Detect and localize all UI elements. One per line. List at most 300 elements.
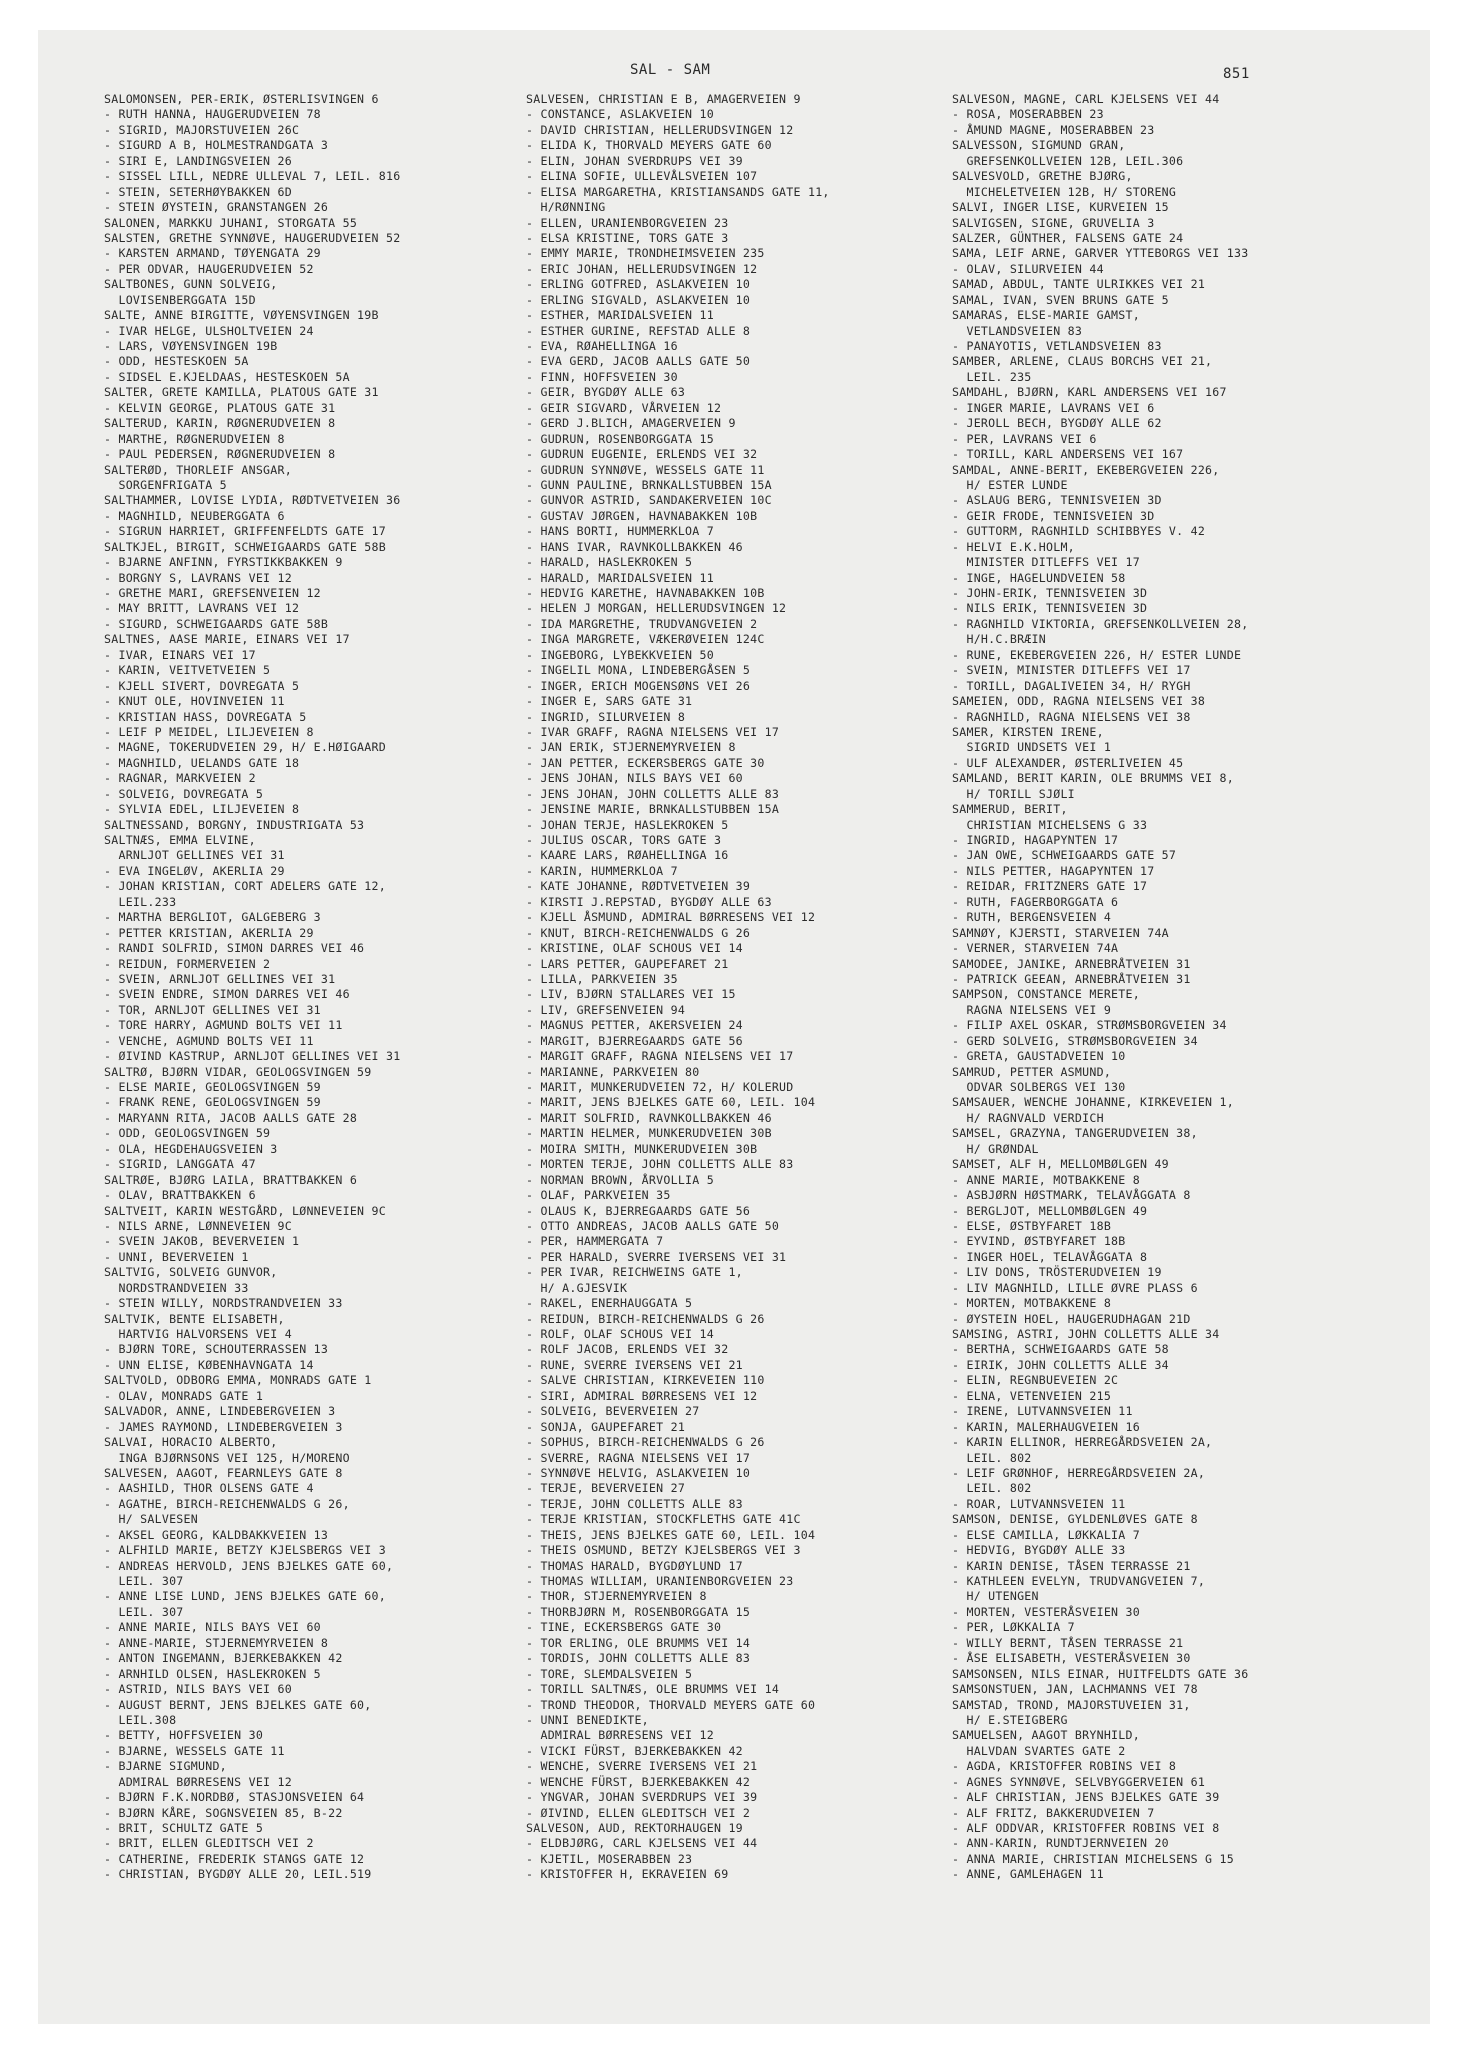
listing-entry: - GUTTORM, RAGNHILD SCHIBBYES V. 42: [952, 524, 1206, 539]
listing-entry: - INGRID, HAGAPYNTEN 17: [952, 833, 1119, 847]
listing-entry: - SVEIN JAKOB, BEVERVEIEN 1: [104, 1234, 300, 1249]
listing-entry: - TINE, ECKERSBERGS GATE 30: [526, 1620, 722, 1635]
page-number: 851: [1223, 66, 1250, 82]
listing-entry: - JOHAN TERJE, HASLEKROKEN 5: [526, 817, 729, 832]
listing-entry: - LIV MAGNHILD, LILLE ØVRE PLASS 6: [952, 1280, 1198, 1295]
listing-entry: SALTNES, AASE MARIE, EINARS VEI 17: [104, 632, 350, 647]
listing-entry: SAMDAL, ANNE-BERIT, EKEBERGVEIEN 226,: [952, 462, 1220, 477]
listing-entry: - MAY BRITT, LAVRANS VEI 12: [104, 601, 300, 616]
listing-entry: - RUTH HANNA, HAUGERUDVEIEN 78: [104, 107, 321, 122]
listing-entry: - IRENE, LUTVANNSVEIEN 11: [952, 1404, 1133, 1419]
listing-entry: - TERJE KRISTIAN, STOCKFLETHS GATE 41C: [526, 1512, 801, 1527]
listing-entry: - ERLING GOTFRED, ASLAKVEIEN 10: [526, 277, 751, 292]
listing-entry: - RAGNHILD, RAGNA NIELSENS VEI 38: [952, 709, 1191, 724]
listing-entry: - SONJA, GAUPEFARET 21: [526, 1419, 686, 1434]
listing-entry: LEIL.233: [104, 894, 177, 909]
listing-entry: - HANS IVAR, RAVNKOLLBAKKEN 46: [526, 539, 743, 554]
listing-entry: - HANS BORTI, HUMMERKLOA 7: [526, 524, 714, 539]
listing-entry: - THEIS OSMUND, BETZY KJELSBERGS VEI 3: [526, 1543, 801, 1558]
listing-entry: - MAGNHILD, UELANDS GATE 18: [104, 755, 300, 770]
listing-entry: - ANNE, GAMLEHAGEN 11: [952, 1867, 1104, 1882]
listing-entry: - GUNN PAULINE, BRNKALLSTUBBEN 15A: [526, 477, 772, 492]
listing-entry: - MARTHA BERGLIOT, GALGEBERG 3: [104, 910, 321, 925]
listing-entry: SAMAD, ABDUL, TANTE ULRIKKES VEI 21: [952, 277, 1206, 292]
listing-entry: - CATHERINE, FREDERIK STANGS GATE 12: [104, 1851, 365, 1866]
listing-entry: LEIL. 235: [952, 369, 1032, 384]
listing-entry: - UNNI, BEVERVEIEN 1: [104, 1249, 249, 1264]
listing-entry: - RUNE, SVERRE IVERSENS VEI 21: [526, 1357, 743, 1372]
listing-entry: - CHRISTIAN, BYGDØY ALLE 20, LEIL.519: [104, 1867, 372, 1882]
listing-entry: - ALF FRITZ, BAKKERUDVEIEN 7: [952, 1805, 1155, 1820]
listing-entry: SAMA, LEIF ARNE, GARVER YTTEBORGS VEI 133: [952, 246, 1249, 261]
listing-entry: SALTERØD, THORLEIF ANSGAR,: [104, 462, 292, 477]
listing-entry: SALTVOLD, ODBORG EMMA, MONRADS GATE 1: [104, 1373, 372, 1388]
listing-entry: - INGER HOEL, TELAVÅGGATA 8: [952, 1249, 1148, 1264]
listing-entry: - JENS JOHAN, NILS BAYS VEI 60: [526, 771, 743, 786]
listing-entry: - RAGNAR, MARKVEIEN 2: [104, 771, 256, 786]
listing-entry: - TERJE, BEVERVEIEN 27: [526, 1481, 686, 1496]
listing-entry: - ANN-KARIN, RUNDTJERNVEIEN 20: [952, 1836, 1169, 1851]
listing-entry: - AUGUST BERNT, JENS BJELKES GATE 60,: [104, 1697, 372, 1712]
listing-entry: SAMARAS, ELSE-MARIE GAMST,: [952, 308, 1140, 323]
listing-entry: - EVA GERD, JACOB AALLS GATE 50: [526, 354, 751, 369]
listing-entry: - SIGURD A B, HOLMESTRANDGATA 3: [104, 138, 329, 153]
listing-entry: - BRIT, ELLEN GLEDITSCH VEI 2: [104, 1836, 314, 1851]
listing-entry: - EMMY MARIE, TRONDHEIMSVEIEN 235: [526, 246, 765, 261]
listing-entry: SAMSONSEN, NILS EINAR, HUITFELDTS GATE 36: [952, 1666, 1249, 1681]
listing-entry: SALTER, GRETE KAMILLA, PLATOUS GATE 31: [104, 385, 379, 400]
listing-entry: - ERLING SIGVALD, ASLAKVEIEN 10: [526, 292, 751, 307]
listing-entry: - PER, HAMMERGATA 7: [526, 1234, 664, 1249]
listing-entry: - MAGNHILD, NEUBERGGATA 6: [104, 508, 285, 523]
listing-entry: - OLAV, SILURVEIEN 44: [952, 261, 1104, 276]
listing-entry: - KARIN ELLINOR, HERREGÅRDSVEIEN 2A,: [952, 1435, 1213, 1450]
listing-entry: ADMIRAL BØRRESENS VEI 12: [526, 1728, 714, 1743]
listing-entry: LEIL. 802: [952, 1450, 1032, 1465]
listing-entry: - SIGRUN HARRIET, GRIFFENFELDTS GATE 17: [104, 524, 386, 539]
listing-entry: - AGNES SYNNØVE, SELVBYGGERVEIEN 61: [952, 1774, 1206, 1789]
listing-entry: SALTVIG, SOLVEIG GUNVOR,: [104, 1265, 278, 1280]
listing-entry: - KAARE LARS, RØAHELLINGA 16: [526, 848, 729, 863]
listing-entry: - HARALD, MARIDALSVEIEN 11: [526, 570, 714, 585]
listing-entry: - INGER MARIE, LAVRANS VEI 6: [952, 400, 1155, 415]
listing-entry: - KNUT, BIRCH-REICHENWALDS G 26: [526, 925, 751, 940]
listing-entry: - PATRICK GEEAN, ARNEBRÅTVEIEN 31: [952, 971, 1191, 986]
listing-entry: - ALF CHRISTIAN, JENS BJELKES GATE 39: [952, 1790, 1220, 1805]
listing-entry: LEIL. 307: [104, 1604, 184, 1619]
listing-entry: - GERD J.BLICH, AMAGERVEIEN 9: [526, 416, 736, 431]
listing-entry: - KIRSTI J.REPSTAD, BYGDØY ALLE 63: [526, 894, 772, 909]
listing-entry: - SIGRID, LANGGATA 47: [104, 1157, 256, 1172]
listing-entry: - MARTHE, RØGNERUDVEIEN 8: [104, 431, 285, 446]
listing-entry: - GEIR SIGVARD, VÅRVEIEN 12: [526, 400, 722, 415]
listing-entry: - INGER, ERICH MOGENSØNS VEI 26: [526, 678, 751, 693]
listing-entry: SALTBONES, GUNN SOLVEIG,: [104, 277, 278, 292]
listing-entry: - SVERRE, RAGNA NIELSENS VEI 17: [526, 1450, 751, 1465]
listing-entry: - JOHN-ERIK, TENNISVEIEN 3D: [952, 586, 1148, 600]
listing-entry: - ÅSE ELISABETH, VESTERÅSVEIEN 30: [952, 1651, 1191, 1666]
listing-entry: - PANAYOTIS, VETLANDSVEIEN 83: [952, 339, 1162, 353]
listing-entry: - KARIN, MALERHAUGVEIEN 16: [952, 1419, 1140, 1434]
listing-entry: - LIV DONS, TRÖSTERUDVEIEN 19: [952, 1265, 1162, 1280]
listing-entry: - BRIT, SCHULTZ GATE 5: [104, 1821, 264, 1835]
listing-entry: - BJØRN KÅRE, SOGNSVEIEN 85, B-22: [104, 1805, 343, 1820]
listing-entry: - BJØRN TORE, SCHOUTERRASSEN 13: [104, 1342, 329, 1357]
listing-entry: - ELLEN, URANIENBORGVEIEN 23: [526, 215, 729, 230]
listing-entry: SAMNØY, KJERSTI, STARVEIEN 74A: [952, 925, 1169, 940]
listing-entry: - VICKI FÜRST, BJERKEBAKKEN 42: [526, 1743, 743, 1758]
listing-entry: SALZER, GÜNTHER, FALSENS GATE 24: [952, 230, 1184, 245]
listing-entry: - SYNNØVE HELVIG, ASLAKVEIEN 10: [526, 1465, 751, 1480]
listing-entry: - ELISA MARGARETHA, KRISTIANSANDS GATE 11,: [526, 184, 830, 199]
listing-entry: - TORE, SLEMDALSVEIEN 5: [526, 1666, 693, 1681]
listing-entry: INGA BJØRNSONS VEI 125, H/MORENO: [104, 1450, 350, 1465]
listing-entry: - INGRID, SILURVEIEN 8: [526, 709, 686, 724]
listing-entry: SAMLAND, BERIT KARIN, OLE BRUMMS VEI 8,: [952, 771, 1234, 786]
listing-entry: - HELEN J MORGAN, HELLERUDSVINGEN 12: [526, 601, 787, 616]
listing-entry: - ELINA SOFIE, ULLEVÅLSVEIEN 107: [526, 169, 758, 184]
listing-entry: - ANNA MARIE, CHRISTIAN MICHELSENS G 15: [952, 1851, 1234, 1866]
listing-entry: - IVAR GRAFF, RAGNA NIELSENS VEI 17: [526, 724, 780, 739]
listing-entry: - LARS PETTER, GAUPEFARET 21: [526, 956, 729, 971]
listing-entry: - MARGIT GRAFF, RAGNA NIELSENS VEI 17: [526, 1049, 794, 1064]
listing-entry: - ROSA, MOSERABBEN 23: [952, 107, 1104, 122]
listing-entry: LEIL. 802: [952, 1481, 1032, 1496]
listing-entry: - FINN, HOFFSVEIEN 30: [526, 369, 678, 384]
listing-entry: - ELNA, VETENVEIEN 215: [952, 1388, 1112, 1403]
listing-entry: H/H.C.BRÆIN: [952, 632, 1046, 647]
listing-entry: - SIGRID, MAJORSTUVEIEN 26C: [104, 122, 300, 137]
listing-entry: - ANNE MARIE, NILS BAYS VEI 60: [104, 1620, 321, 1635]
listing-entry: H/ UTENGEN: [952, 1589, 1039, 1604]
listing-entry: - INGELIL MONA, LINDEBERGÅSEN 5: [526, 663, 751, 678]
listing-entry: SAMSEL, GRAZYNA, TANGERUDVEIEN 38,: [952, 1126, 1198, 1141]
listing-entry: SALVESEN, CHRISTIAN E B, AMAGERVEIEN 9: [526, 92, 801, 106]
listing-entry: - ANNE MARIE, MOTBAKKENE 8: [952, 1172, 1140, 1187]
listing-entry: - AASHILD, THOR OLSENS GATE 4: [104, 1481, 314, 1496]
listing-entry: - THORBJØRN M, ROSENBORGGATA 15: [526, 1604, 751, 1619]
listing-entry: - ELDBJØRG, CARL KJELSENS VEI 44: [526, 1836, 758, 1851]
listing-entry: - TORILL, KARL ANDERSENS VEI 167: [952, 447, 1184, 462]
listing-entry: LOVISENBERGGATA 15D: [104, 292, 256, 307]
listing-entry: CHRISTIAN MICHELSENS G 33: [952, 817, 1148, 832]
listing-entry: - PETTER KRISTIAN, AKERLIA 29: [104, 925, 314, 940]
listing-entry: - RUNE, EKEBERGVEIEN 226, H/ ESTER LUNDE: [952, 647, 1242, 662]
listing-entry: - VENCHE, AGMUND BOLTS VEI 11: [104, 1033, 314, 1048]
listing-entry: SALVESON, MAGNE, CARL KJELSENS VEI 44: [952, 92, 1220, 106]
listing-entry: - SIRI E, LANDINGSVEIEN 26: [104, 153, 292, 168]
listing-entry: ODVAR SOLBERGS VEI 130: [952, 1080, 1126, 1094]
listing-entry: - ODD, HESTESKOEN 5A: [104, 354, 249, 369]
listing-entry: - LEIF P MEIDEL, LILJEVEIEN 8: [104, 724, 314, 739]
directory-page: [38, 30, 1430, 2024]
listing-entry: - SOLVEIG, DOVREGATA 5: [104, 786, 264, 801]
listing-entry: - GEIR FRODE, TENNISVEIEN 3D: [952, 508, 1155, 523]
listing-entry: - MORTEN TERJE, JOHN COLLETTS ALLE 83: [526, 1157, 794, 1172]
listing-entry: SAMDAHL, BJØRN, KARL ANDERSENS VEI 167: [952, 385, 1227, 400]
listing-entry: - ELIN, JOHAN SVERDRUPS VEI 39: [526, 153, 743, 168]
listing-entry: - ROAR, LUTVANNSVEIEN 11: [952, 1496, 1126, 1511]
listing-entry: - KARIN, HUMMERKLOA 7: [526, 863, 678, 878]
listing-entry: - SOLVEIG, BEVERVEIEN 27: [526, 1404, 700, 1419]
listing-entry: SAMAL, IVAN, SVEN BRUNS GATE 5: [952, 292, 1169, 307]
listing-entry: - RUTH, FAGERBORGGATA 6: [952, 894, 1119, 909]
listing-entry: - MARTIN HELMER, MUNKERUDVEIEN 30B: [526, 1126, 772, 1141]
listing-entry: VETLANDSVEIEN 83: [952, 323, 1083, 338]
listing-entry: - KARIN, VEITVETVEIEN 5: [104, 663, 271, 678]
listing-entry: - THOMAS WILLIAM, URANIENBORGVEIEN 23: [526, 1574, 794, 1588]
listing-entry: - TORILL, DAGALIVEIEN 34, H/ RYGH: [952, 678, 1191, 693]
listing-entry: SALTHAMMER, LOVISE LYDIA, RØDTVETVEIEN 36: [104, 493, 401, 508]
listing-entry: SALVESON, AUD, REKTORHAUGEN 19: [526, 1821, 743, 1835]
listing-entry: - MARIT SOLFRID, RAVNKOLLBAKKEN 46: [526, 1110, 772, 1125]
listing-entry: - INGA MARGRETE, VÆKERØVEIEN 124C: [526, 632, 765, 647]
listing-entry: SAMEIEN, ODD, RAGNA NIELSENS VEI 38: [952, 694, 1206, 709]
listing-entry: - ANDREAS HERVOLD, JENS BJELKES GATE 60,: [104, 1558, 394, 1573]
listing-entry: - TOR, ARNLJOT GELLINES VEI 31: [104, 1002, 321, 1017]
listing-entry: SAMSON, DENISE, GYLDENLØVES GATE 8: [952, 1512, 1198, 1527]
listing-entry: - HEDVIG, BYGDØY ALLE 33: [952, 1543, 1126, 1558]
listing-entry: - KRISTINE, OLAF SCHOUS VEI 14: [526, 941, 743, 956]
listing-entry: - ALFHILD MARIE, BETZY KJELSBERGS VEI 3: [104, 1543, 386, 1558]
listing-entry: - TOR ERLING, OLE BRUMMS VEI 14: [526, 1635, 751, 1650]
listing-entry: - ELSE, ØSTBYFARET 18B: [952, 1218, 1112, 1233]
listing-entry: SALTERUD, KARIN, RØGNERUDVEIEN 8: [104, 416, 336, 431]
listing-entry: NORDSTRANDVEIEN 33: [104, 1280, 249, 1295]
listing-entry: - EVA INGELØV, AKERLIA 29: [104, 863, 285, 878]
page-header-range: SAL - SAM: [630, 62, 711, 78]
listing-entry: SAMBER, ARLENE, CLAUS BORCHS VEI 21,: [952, 354, 1213, 369]
listing-entry: SAMSING, ASTRI, JOHN COLLETTS ALLE 34: [952, 1327, 1220, 1341]
listing-entry: - MORTEN, VESTERÅSVEIEN 30: [952, 1604, 1140, 1619]
listing-column-1: [104, 92, 524, 1883]
listing-entry: - ESTHER GURINE, REFSTAD ALLE 8: [526, 323, 751, 338]
listing-entry: - ASTRID, NILS BAYS VEI 60: [104, 1682, 292, 1697]
listing-entry: - KARSTEN ARMAND, TØYENGATA 29: [104, 246, 321, 261]
listing-entry: SAMRUD, PETTER ASMUND,: [952, 1064, 1112, 1079]
listing-entry: - THEIS, JENS BJELKES GATE 60, LEIL. 104: [526, 1527, 816, 1542]
listing-entry: - GEIR, BYGDØY ALLE 63: [526, 385, 686, 400]
listing-entry: - IDA MARGRETHE, TRUDVANGVEIEN 2: [526, 616, 758, 631]
listing-entry: - ASLAUG BERG, TENNISVEIEN 3D: [952, 493, 1162, 508]
listing-entry: - JULIUS OSCAR, TORS GATE 3: [526, 833, 722, 847]
listing-entry: - ROLF JACOB, ERLENDS VEI 32: [526, 1342, 729, 1357]
listing-entry: SAMSONSTUEN, JAN, LACHMANNS VEI 78: [952, 1682, 1198, 1697]
listing-entry: - MARIANNE, PARKVEIEN 80: [526, 1064, 700, 1079]
listing-entry: - PER, LAVRANS VEI 6: [952, 431, 1097, 446]
listing-entry: - TERJE, JOHN COLLETTS ALLE 83: [526, 1496, 743, 1511]
listing-entry: - PER, LØKKALIA 7: [952, 1620, 1075, 1635]
listing-entry: - BJARNE ANFINN, FYRSTIKKBAKKEN 9: [104, 555, 343, 570]
listing-entry: - IVAR, EINARS VEI 17: [104, 647, 256, 662]
listing-entry: - ELSE CAMILLA, LØKKALIA 7: [952, 1527, 1140, 1542]
listing-entry: - RANDI SOLFRID, SIMON DARRES VEI 46: [104, 941, 365, 956]
listing-entry: MICHELETVEIEN 12B, H/ STORENG: [952, 184, 1177, 199]
listing-column-3: [952, 92, 1372, 1883]
listing-entry: - ØIVIND, ELLEN GLEDITSCH VEI 2: [526, 1805, 751, 1820]
listing-entry: - INGEBORG, LYBEKKVEIEN 50: [526, 647, 714, 662]
listing-entry: SAMPSON, CONSTANCE MERETE,: [952, 987, 1140, 1002]
listing-entry: - GUDRUN EUGENIE, ERLENDS VEI 32: [526, 447, 758, 462]
listing-entry: HARTVIG HALVORSENS VEI 4: [104, 1327, 292, 1341]
listing-entry: SAMSTAD, TROND, MAJORSTUVEIEN 31,: [952, 1697, 1191, 1712]
listing-entry: - YNGVAR, JOHAN SVERDRUPS VEI 39: [526, 1790, 758, 1805]
listing-entry: - PER HARALD, SVERRE IVERSENS VEI 31: [526, 1249, 787, 1264]
listing-entry: - LIV, BJØRN STALLARES VEI 15: [526, 987, 736, 1002]
listing-entry: - RAKEL, ENERHAUGGATA 5: [526, 1296, 693, 1311]
listing-entry: - WENCHE, SVERRE IVERSENS VEI 21: [526, 1759, 758, 1774]
listing-entry: SALVESEN, AAGOT, FEARNLEYS GATE 8: [104, 1465, 343, 1480]
listing-entry: - CONSTANCE, ASLAKVEIEN 10: [526, 107, 714, 122]
listing-entry: SAMMERUD, BERIT,: [952, 802, 1068, 817]
listing-entry: - ODD, GEOLOGSVINGEN 59: [104, 1126, 271, 1141]
listing-entry: SALOMONSEN, PER-ERIK, ØSTERLISVINGEN 6: [104, 92, 379, 106]
listing-entry: - GERD SOLVEIG, STRØMSBORGVEIEN 34: [952, 1033, 1198, 1048]
listing-entry: - DAVID CHRISTIAN, HELLERUDSVINGEN 12: [526, 122, 794, 137]
listing-entry: - TORILL SALTNÆS, OLE BRUMMS VEI 14: [526, 1682, 780, 1697]
listing-entry: SALVADOR, ANNE, LINDEBERGVEIEN 3: [104, 1404, 336, 1419]
listing-entry: - OLAF, PARKVEIEN 35: [526, 1188, 671, 1203]
listing-entry: - AGATHE, BIRCH-REICHENWALDS G 26,: [104, 1496, 350, 1511]
listing-entry: - TORE HARRY, AGMUND BOLTS VEI 11: [104, 1018, 343, 1033]
listing-entry: - ELIN, REGNBUEVEIEN 2C: [952, 1373, 1119, 1388]
listing-entry: - REIDUN, BIRCH-REICHENWALDS G 26: [526, 1311, 765, 1326]
listing-entry: - BJARNE, WESSELS GATE 11: [104, 1743, 285, 1758]
listing-entry: H/ GRØNDAL: [952, 1141, 1039, 1156]
listing-entry: - SYLVIA EDEL, LILJEVEIEN 8: [104, 802, 300, 817]
listing-entry: - KNUT OLE, HOVINVEIEN 11: [104, 694, 285, 709]
listing-entry: - KATE JOHANNE, RØDTVETVEIEN 39: [526, 879, 751, 894]
listing-entry: - ANNE LISE LUND, JENS BJELKES GATE 60,: [104, 1589, 386, 1604]
listing-entry: LEIL. 307: [104, 1574, 184, 1588]
listing-entry: SAMODEE, JANIKE, ARNEBRÅTVEIEN 31: [952, 956, 1191, 971]
listing-entry: H/ A.GJESVIK: [526, 1280, 628, 1295]
listing-entry: - ANNE-MARIE, STJERNEMYRVEIEN 8: [104, 1635, 329, 1650]
listing-entry: - OLAV, BRATTBAKKEN 6: [104, 1188, 256, 1203]
listing-entry: - LILLA, PARKVEIEN 35: [526, 971, 678, 986]
listing-entry: SALTRØE, BJØRG LAILA, BRATTBAKKEN 6: [104, 1172, 358, 1187]
listing-entry: - LEIF GRØNHOF, HERREGÅRDSVEIEN 2A,: [952, 1465, 1206, 1480]
listing-entry: SAMER, KIRSTEN IRENE,: [952, 724, 1104, 739]
listing-entry: - KATHLEEN EVELYN, TRUDVANGVEIEN 7,: [952, 1574, 1206, 1588]
listing-entry: - ELSA KRISTINE, TORS GATE 3: [526, 230, 729, 245]
listing-entry: - KJETIL, MOSERABBEN 23: [526, 1851, 693, 1866]
listing-entry: LEIL.308: [104, 1712, 177, 1727]
listing-entry: - ESTHER, MARIDALSVEIEN 11: [526, 308, 714, 323]
listing-entry: - ELIDA K, THORVALD MEYERS GATE 60: [526, 138, 772, 153]
listing-entry: SALTKJEL, BIRGIT, SCHWEIGAARDS GATE 58B: [104, 539, 386, 554]
listing-entry: - AGDA, KRISTOFFER ROBINS VEI 8: [952, 1759, 1177, 1774]
listing-entry: - STEIN WILLY, NORDSTRANDVEIEN 33: [104, 1296, 343, 1311]
listing-entry: - VERNER, STARVEIEN 74A: [952, 941, 1119, 956]
listing-entry: H/RØNNING: [526, 200, 606, 215]
listing-entry: - AKSEL GEORG, KALDBAKKVEIEN 13: [104, 1527, 329, 1542]
listing-entry: - MOIRA SMITH, MUNKERUDVEIEN 30B: [526, 1141, 758, 1156]
listing-entry: - JAN ERIK, STJERNEMYRVEIEN 8: [526, 740, 736, 755]
listing-entry: - SIDSEL E.KJELDAAS, HESTESKOEN 5A: [104, 369, 350, 384]
listing-entry: ADMIRAL BØRRESENS VEI 12: [104, 1774, 292, 1789]
listing-entry: - STEIN ØYSTEIN, GRANSTANGEN 26: [104, 200, 329, 215]
listing-entry: - JENSINE MARIE, BRNKALLSTUBBEN 15A: [526, 802, 780, 817]
listing-entry: SALVI, INGER LISE, KURVEIEN 15: [952, 200, 1169, 215]
listing-column-2: [526, 92, 946, 1883]
listing-entry: - KARIN DENISE, TÅSEN TERRASSE 21: [952, 1558, 1191, 1573]
listing-entry: - KRISTOFFER H, EKRAVEIEN 69: [526, 1867, 729, 1882]
listing-entry: - MARIT, JENS BJELKES GATE 60, LEIL. 104: [526, 1095, 816, 1110]
listing-entry: - SALVE CHRISTIAN, KIRKEVEIEN 110: [526, 1373, 765, 1388]
listing-entry: - KJELL ÅSMUND, ADMIRAL BØRRESENS VEI 12: [526, 910, 816, 925]
listing-entry: - PAUL PEDERSEN, RØGNERUDVEIEN 8: [104, 447, 336, 462]
listing-entry: - JEROLL BECH, BYGDØY ALLE 62: [952, 416, 1162, 431]
listing-entry: - HELVI E.K.HOLM,: [952, 539, 1075, 554]
listing-entry: - INGER E, SARS GATE 31: [526, 694, 693, 709]
listing-entry: - SOPHUS, BIRCH-REICHENWALDS G 26: [526, 1435, 765, 1450]
listing-entry: SIGRID UNDSETS VEI 1: [952, 740, 1112, 755]
listing-entry: - HEDVIG KARETHE, HAVNABAKKEN 10B: [526, 586, 765, 600]
listing-entry: - BJARNE SIGMUND,: [104, 1759, 227, 1774]
listing-entry: H/ TORILL SJØLI: [952, 786, 1075, 801]
listing-entry: SAMSAUER, WENCHE JOHANNE, KIRKEVEIEN 1,: [952, 1095, 1234, 1110]
listing-entry: - ANTON INGEMANN, BJERKEBAKKEN 42: [104, 1651, 343, 1666]
listing-entry: - FILIP AXEL OSKAR, STRØMSBORGVEIEN 34: [952, 1018, 1227, 1033]
listing-entry: - SISSEL LILL, NEDRE ULLEVAL 7, LEIL. 816: [104, 169, 401, 184]
listing-entry: - MORTEN, MOTBAKKENE 8: [952, 1296, 1112, 1311]
listing-entry: SALTNÆS, EMMA ELVINE,: [104, 833, 256, 847]
listing-entry: SAMSET, ALF H, MELLOMBØLGEN 49: [952, 1157, 1169, 1172]
listing-entry: - EIRIK, JOHN COLLETTS ALLE 34: [952, 1357, 1169, 1372]
listing-entry: - GUSTAV JØRGEN, HAVNABAKKEN 10B: [526, 508, 758, 523]
listing-entry: - SVEIN ENDRE, SIMON DARRES VEI 46: [104, 987, 350, 1002]
listing-entry: - MARYANN RITA, JACOB AALLS GATE 28: [104, 1110, 358, 1125]
listing-entry: - NILS ERIK, TENNISVEIEN 3D: [952, 601, 1148, 616]
listing-entry: - ALF ODDVAR, KRISTOFFER ROBINS VEI 8: [952, 1821, 1220, 1835]
listing-entry: - GUNVOR ASTRID, SANDAKERVEIEN 10C: [526, 493, 772, 508]
listing-entry: - KRISTIAN HASS, DOVREGATA 5: [104, 709, 307, 724]
listing-entry: SALTE, ANNE BIRGITTE, VØYENSVINGEN 19B: [104, 308, 379, 323]
listing-entry: - THOMAS HARALD, BYGDØYLUND 17: [526, 1558, 743, 1573]
listing-entry: - ØYSTEIN HOEL, HAUGERUDHAGAN 21D: [952, 1311, 1191, 1326]
listing-entry: - ÅMUND MAGNE, MOSERABBEN 23: [952, 122, 1155, 137]
listing-entry: - TROND THEODOR, THORVALD MEYERS GATE 60: [526, 1697, 816, 1712]
listing-entry: SALVESVOLD, GRETHE BJØRG,: [952, 169, 1133, 184]
listing-entry: - BJØRN F.K.NORDBØ, STASJONSVEIEN 64: [104, 1790, 365, 1805]
listing-entry: - NILS PETTER, HAGAPYNTEN 17: [952, 863, 1155, 878]
listing-entry: - OLAV, MONRADS GATE 1: [104, 1388, 264, 1403]
listing-entry: H/ RAGNVALD VERDICH: [952, 1110, 1104, 1125]
listing-entry: RAGNA NIELSENS VEI 9: [952, 1002, 1112, 1017]
listing-entry: - ROLF, OLAF SCHOUS VEI 14: [526, 1327, 714, 1341]
listing-entry: - JAN OWE, SCHWEIGAARDS GATE 57: [952, 848, 1177, 863]
listing-entry: - BERTHA, SCHWEIGAARDS GATE 58: [952, 1342, 1169, 1357]
listing-entry: - JOHAN KRISTIAN, CORT ADELERS GATE 12,: [104, 879, 386, 894]
listing-entry: MINISTER DITLEFFS VEI 17: [952, 555, 1140, 570]
listing-entry: - ASBJØRN HØSTMARK, TELAVÅGGATA 8: [952, 1188, 1191, 1203]
listing-entry: - WENCHE FÜRST, BJERKEBAKKEN 42: [526, 1774, 751, 1789]
listing-entry: SORGENFRIGATA 5: [104, 477, 227, 492]
listing-entry: - FRANK RENE, GEOLOGSVINGEN 59: [104, 1095, 321, 1110]
listing-entry: - OTTO ANDREAS, JACOB AALLS GATE 50: [526, 1218, 780, 1233]
listing-entry: - RUTH, BERGENSVEIEN 4: [952, 910, 1112, 925]
listing-entry: SALVAI, HORACIO ALBERTO,: [104, 1435, 278, 1450]
listing-entry: - ERIC JOHAN, HELLERUDSVINGEN 12: [526, 261, 758, 276]
listing-entry: - JENS JOHAN, JOHN COLLETTS ALLE 83: [526, 786, 780, 801]
listing-entry: - REIDAR, FRITZNERS GATE 17: [952, 879, 1148, 894]
listing-entry: - THOR, STJERNEMYRVEIEN 8: [526, 1589, 707, 1604]
listing-entry: - EVA, RØAHELLINGA 16: [526, 339, 678, 353]
listing-entry: - RAGNHILD VIKTORIA, GREFSENKOLLVEIEN 28,: [952, 616, 1249, 631]
listing-entry: - OLAUS K, BJERREGAARDS GATE 56: [526, 1203, 751, 1218]
listing-entry: - GRETA, GAUSTADVEIEN 10: [952, 1049, 1126, 1064]
